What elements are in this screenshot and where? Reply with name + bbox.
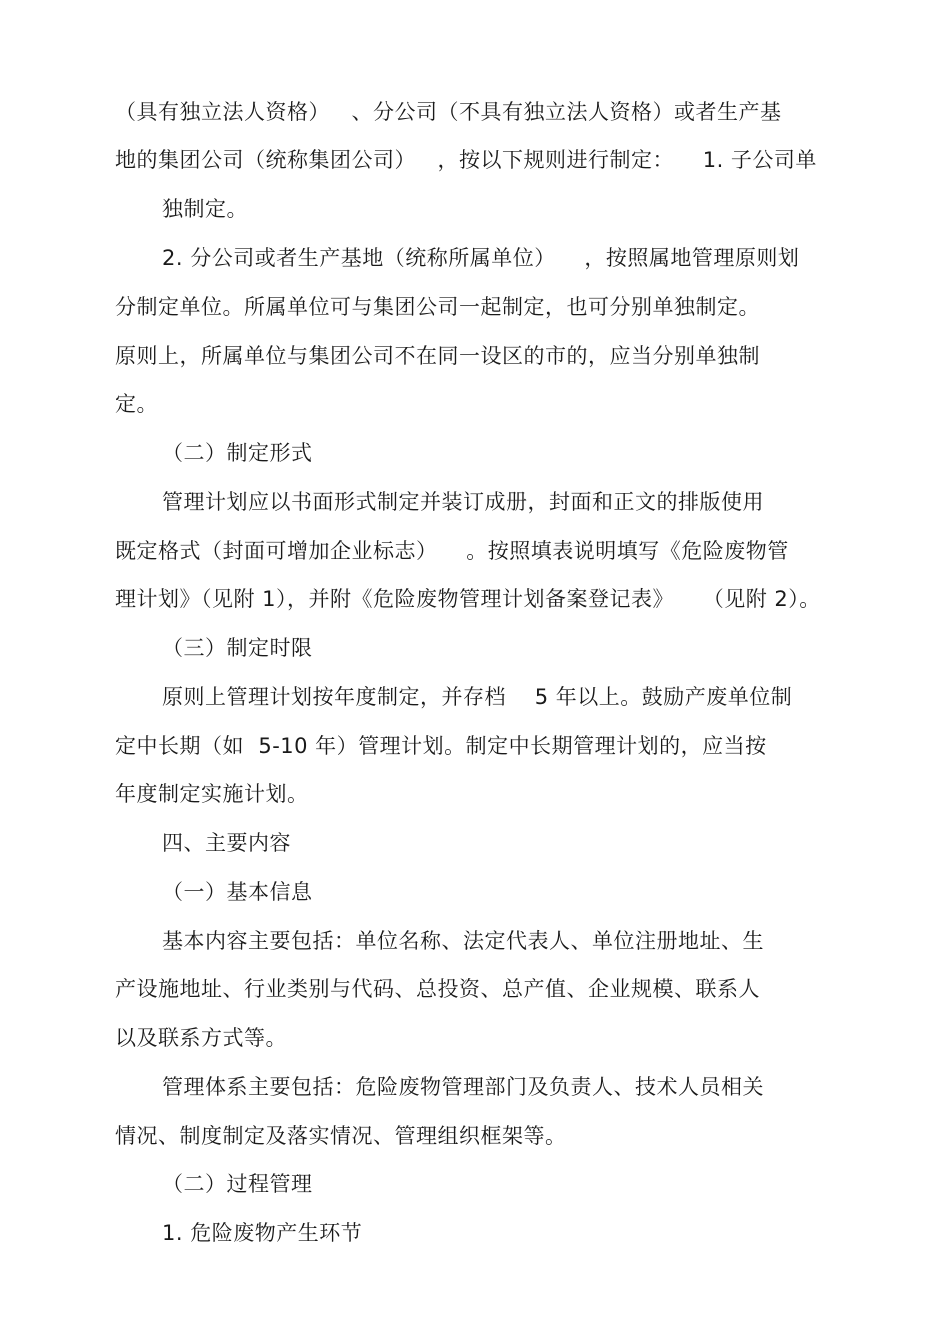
text-line-18: 基本内容主要包括：单位名称、法定代表人、单位注册地址、生 bbox=[162, 929, 764, 953]
text-line-13: 原则上管理计划按年度制定，并存档 5 年以上。鼓励产废单位制 bbox=[162, 685, 793, 709]
text-line-2: 地的集团公司（统称集团公司） ，按以下规则进行制定： 1. 子公司单 bbox=[115, 148, 817, 172]
text-line-5: 分制定单位。所属单位可与集团公司一起制定，也可分别单独制定。 bbox=[115, 295, 760, 319]
section-heading-main-content: 四、主要内容 bbox=[162, 831, 291, 855]
text-line-7: 定。 bbox=[115, 392, 158, 416]
text-line-22: 情况、制度制定及落实情况、管理组织框架等。 bbox=[115, 1124, 567, 1148]
text-line-9: 管理计划应以书面形式制定并装订成册，封面和正文的排版使用 bbox=[162, 490, 764, 514]
text-line-1: （具有独立法人资格） 、分公司（不具有独立法人资格）或者生产基 bbox=[115, 100, 782, 124]
text-line-15: 年度制定实施计划。 bbox=[115, 782, 309, 806]
section-heading-basic-info: （一）基本信息 bbox=[162, 880, 313, 904]
text-line-11: 理计划》（见附 1），并附《危险废物管理计划备案登记表》 （见附 2）。 bbox=[115, 587, 821, 611]
text-line-14: 定中长期（如 5-10 年）管理计划。制定中长期管理计划的，应当按 bbox=[115, 734, 767, 758]
section-heading-process: （二）过程管理 bbox=[162, 1172, 313, 1196]
text-line-20: 以及联系方式等。 bbox=[115, 1026, 287, 1050]
text-line-24: 1. 危险废物产生环节 bbox=[162, 1221, 363, 1245]
section-heading-deadline: （三）制定时限 bbox=[162, 636, 313, 660]
text-line-21: 管理体系主要包括：危险废物管理部门及负责人、技术人员相关 bbox=[162, 1075, 764, 1099]
text-line-6: 原则上，所属单位与集团公司不在同一设区的市的，应当分别单独制 bbox=[115, 344, 760, 368]
text-line-3: 独制定。 bbox=[162, 197, 248, 221]
text-line-19: 产设施地址、行业类别与代码、总投资、总产值、企业规模、联系人 bbox=[115, 977, 760, 1001]
section-heading-form: （二）制定形式 bbox=[162, 441, 313, 465]
text-line-10: 既定格式（封面可增加企业标志） 。按照填表说明填写《危险废物管 bbox=[115, 539, 789, 563]
text-line-4: 2. 分公司或者生产基地（统称所属单位） ，按照属地管理原则划 bbox=[162, 246, 800, 270]
